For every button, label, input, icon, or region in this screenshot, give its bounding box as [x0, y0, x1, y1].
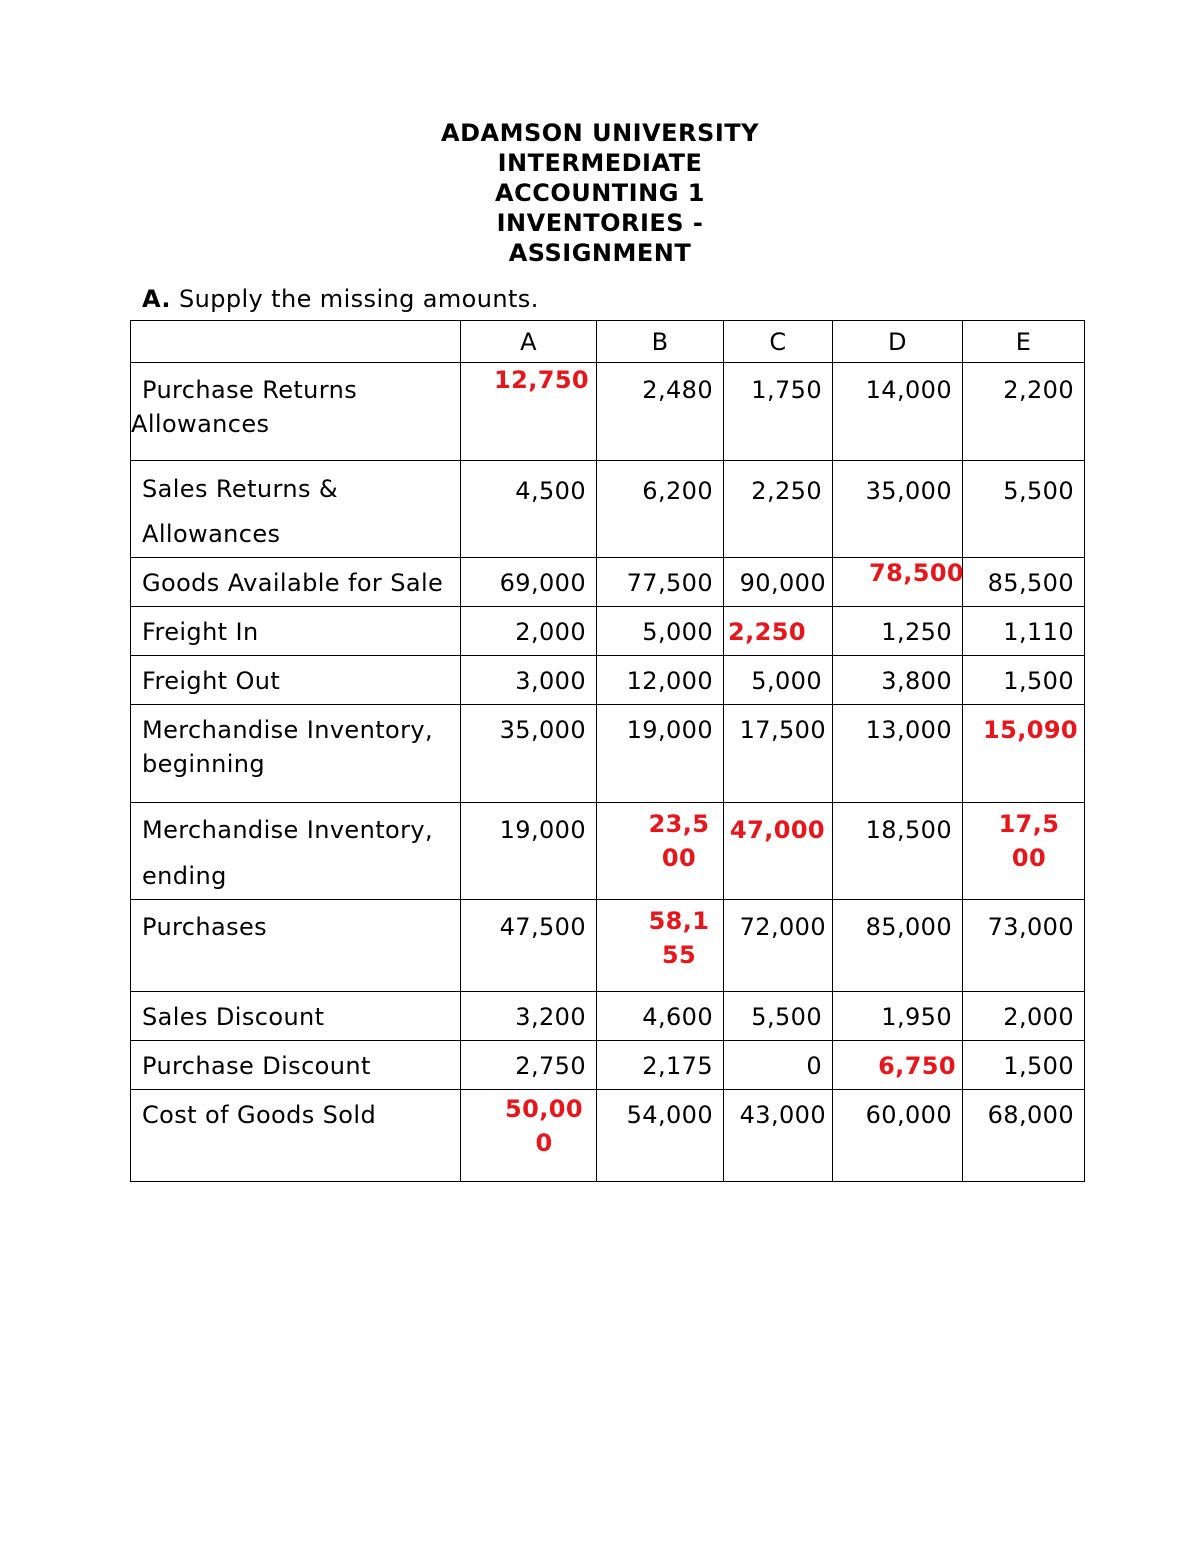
table-cell: 5,500 [724, 992, 833, 1041]
table-cell: 19,000 [461, 803, 597, 900]
table-cell: 69,000 [461, 558, 597, 607]
table-cell: 2,200 [963, 363, 1085, 461]
row-label: Freight Out [131, 656, 461, 705]
row-label-line: Merchandise Inventory, [142, 716, 433, 744]
row-label: Goods Available for Sale [131, 558, 461, 607]
table-row [131, 461, 1085, 558]
table-row [131, 803, 1085, 900]
table-cell: 4,500 [461, 461, 597, 558]
table-cell: 2,175 [597, 1041, 724, 1090]
table-cell: 54,000 [597, 1090, 724, 1182]
title-line-course-1: INTERMEDIATE [497, 149, 703, 177]
table-row [131, 992, 1085, 1041]
answer-value: 23,500 [648, 810, 710, 872]
table-cell: 4,600 [597, 992, 724, 1041]
table-cell [724, 803, 833, 900]
table-cell: 1,250 [833, 607, 963, 656]
column-header-b: B [597, 321, 724, 363]
table-cell [461, 363, 597, 461]
row-label-line: ending [142, 862, 227, 890]
table-cell: 12,000 [597, 656, 724, 705]
answer-value: 2,250 [728, 618, 806, 646]
instruction-text [142, 285, 539, 313]
row-label: Cost of Goods Sold [131, 1090, 461, 1182]
table-cell: 90,000 [724, 558, 833, 607]
row-label-line: Sales Returns & [142, 475, 338, 503]
table-cell: 14,000 [833, 363, 963, 461]
row-label-line: Allowances [142, 520, 281, 548]
table-cell: 18,500 [833, 803, 963, 900]
table-cell: 5,000 [597, 607, 724, 656]
table-cell: 73,000 [963, 900, 1085, 992]
table-cell [963, 803, 1085, 900]
table-cell [597, 803, 724, 900]
row-label: Purchases [131, 900, 461, 992]
row-label [131, 803, 461, 900]
answer-value: 47,000 [730, 816, 826, 844]
table-cell [833, 1041, 963, 1090]
table-cell: 0 [724, 1041, 833, 1090]
column-header-d: D [833, 321, 963, 363]
table-cell: 5,500 [963, 461, 1085, 558]
row-label [131, 461, 461, 558]
table-cell [963, 705, 1085, 803]
table-cell: 2,250 [724, 461, 833, 558]
row-label: Sales Discount [131, 992, 461, 1041]
row-label: Freight In [131, 607, 461, 656]
header-corner-cell [131, 321, 461, 363]
table-row [131, 607, 1085, 656]
inventory-table [130, 320, 1085, 1182]
table-cell: 85,000 [833, 900, 963, 992]
table-cell: 1,950 [833, 992, 963, 1041]
table-cell: 85,500 [963, 558, 1085, 607]
table-row [131, 363, 1085, 461]
row-label-line: Purchase Returns [142, 376, 358, 404]
table-row [131, 900, 1085, 992]
instruction-letter: A. [142, 285, 171, 313]
row-label: Purchase Discount [131, 1041, 461, 1090]
column-header-c: C [724, 321, 833, 363]
table-cell: 35,000 [461, 705, 597, 803]
row-label [131, 363, 461, 461]
table-header-row [131, 321, 1085, 363]
column-header-a: A [461, 321, 597, 363]
table-cell: 68,000 [963, 1090, 1085, 1182]
table-cell: 60,000 [833, 1090, 963, 1182]
table-cell [724, 607, 833, 656]
table-row [131, 705, 1085, 803]
title-line-topic: INVENTORIES - [496, 209, 704, 237]
table-row [131, 1041, 1085, 1090]
table-cell: 1,500 [963, 656, 1085, 705]
table-cell: 2,000 [461, 607, 597, 656]
answer-value: 15,090 [983, 716, 1079, 744]
table-cell: 6,200 [597, 461, 724, 558]
title-line-course-2: ACCOUNTING 1 [495, 179, 705, 207]
table-cell: 17,500 [724, 705, 833, 803]
title-line-assignment: ASSIGNMENT [508, 239, 692, 267]
table-cell: 47,500 [461, 900, 597, 992]
title-line-university: ADAMSON UNIVERSITY [441, 119, 759, 147]
table-row [131, 558, 1085, 607]
row-label-line: Merchandise Inventory, [142, 816, 433, 844]
table-row [131, 1090, 1085, 1182]
column-header-e: E [963, 321, 1085, 363]
answer-value: 6,750 [878, 1052, 956, 1080]
table-cell [461, 1090, 597, 1182]
table-cell: 3,200 [461, 992, 597, 1041]
row-label-line: beginning [142, 750, 266, 778]
table-cell [833, 558, 963, 607]
table-cell: 72,000 [724, 900, 833, 992]
table-cell [597, 900, 724, 992]
table-cell: 2,480 [597, 363, 724, 461]
table-cell: 1,750 [724, 363, 833, 461]
table-cell: 35,000 [833, 461, 963, 558]
table-cell: 5,000 [724, 656, 833, 705]
table-cell: 2,750 [461, 1041, 597, 1090]
answer-value: 58,155 [648, 907, 710, 969]
table-cell: 1,500 [963, 1041, 1085, 1090]
table-cell: 77,500 [597, 558, 724, 607]
instruction-body: Supply the missing amounts. [170, 285, 539, 313]
table-cell: 43,000 [724, 1090, 833, 1182]
table-cell: 3,800 [833, 656, 963, 705]
table-cell: 3,000 [461, 656, 597, 705]
table-cell: 1,110 [963, 607, 1085, 656]
row-label [131, 705, 461, 803]
table-cell: 2,000 [963, 992, 1085, 1041]
row-label-line: Allowances [131, 410, 270, 438]
answer-value: 17,500 [998, 810, 1060, 872]
table-cell: 19,000 [597, 705, 724, 803]
answer-value: 78,500 [869, 559, 965, 587]
table-row [131, 656, 1085, 705]
answer-value: 50,000 [505, 1095, 583, 1157]
table-cell: 13,000 [833, 705, 963, 803]
document-title [0, 118, 1200, 268]
answer-value: 12,750 [494, 366, 590, 394]
